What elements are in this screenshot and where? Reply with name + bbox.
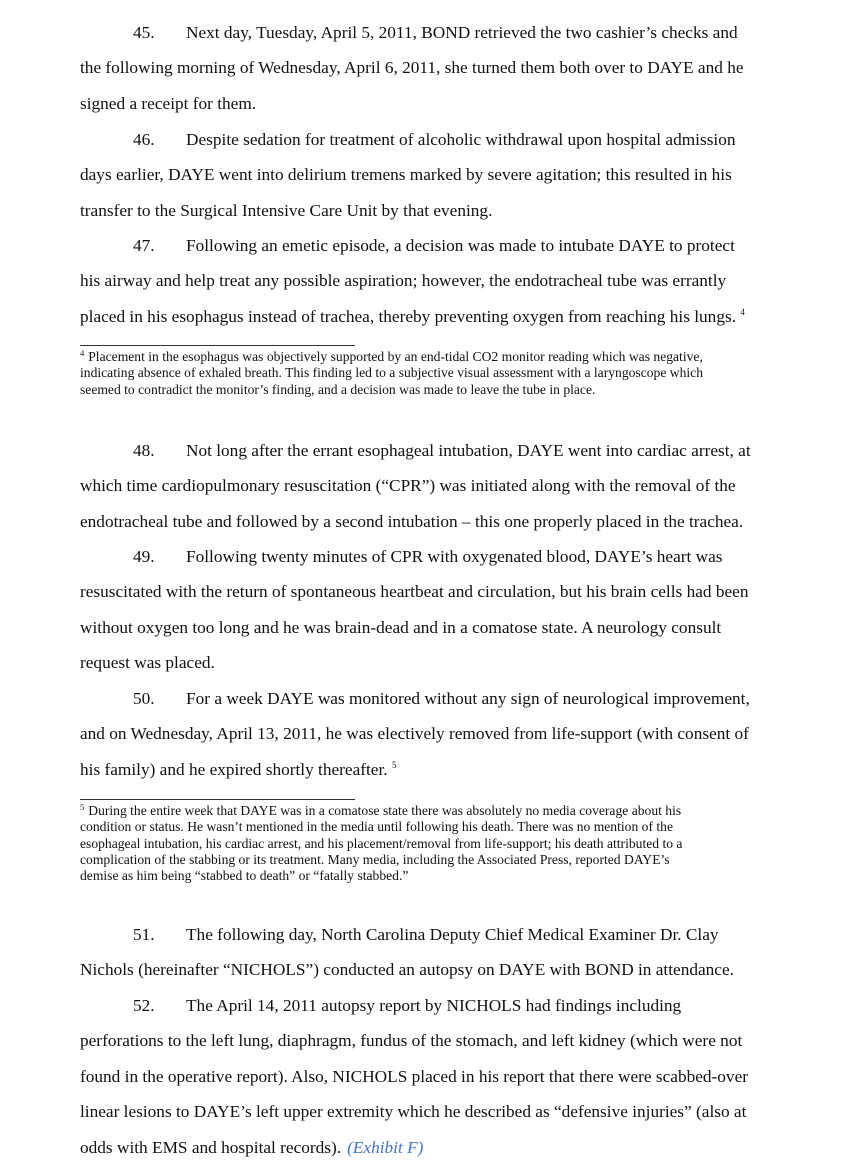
footnote-text: complication of the stabbing or its treatment. Many media, including the Associated Press, reported DAYE’s <box>80 851 670 867</box>
paragraph-text: The following day, North Carolina Deputy Chief Medical Examiner Dr. Clay <box>186 925 719 944</box>
paragraph-text: endotracheal tube and followed by a second intubation – this one properly placed in the trachea. <box>80 511 744 531</box>
footnote-marker: 4 <box>80 348 85 358</box>
exhibit-f-link[interactable]: (Exhibit F) <box>347 1137 424 1157</box>
paragraph-text: his airway and help treat any possible aspiration; however, the endotracheal tube was errantly <box>80 271 727 291</box>
paragraph-number: 52. <box>133 996 155 1015</box>
paragraph-text: Despite sedation for treatment of alcoholic withdrawal upon hospital admission <box>186 130 736 149</box>
footnote-separator <box>80 799 355 800</box>
paragraph-text: request was placed. <box>80 653 215 673</box>
footnote-5 <box>80 799 780 884</box>
paragraph-48 <box>80 433 751 539</box>
paragraph-number: 49. <box>133 547 155 566</box>
footnote-separator <box>80 345 355 346</box>
paragraph-text: and on Wednesday, April 13, 2011, he was electively removed from life-support (with consent of <box>80 724 749 744</box>
paragraph-text: signed a receipt for them. <box>80 93 257 113</box>
paragraph-number: 48. <box>133 441 155 460</box>
paragraph-number: 51. <box>133 925 155 944</box>
footnote-text: esophageal intubation, his cardiac arrest, and his placement/removal from life-support; his death attributed to a <box>80 835 683 851</box>
paragraph-49 <box>80 539 748 681</box>
paragraph-text: the following morning of Wednesday, April 6, 2011, she turned them both over to DAYE and he <box>80 58 744 78</box>
paragraph-50 <box>80 681 750 787</box>
paragraph-text: Following an emetic episode, a decision was made to intubate DAYE to protect <box>186 236 735 255</box>
footnote-text: Placement in the esophagus was objectively supported by an end-tidal CO2 monitor reading which was negative, <box>88 349 703 364</box>
footnote-4 <box>80 345 780 398</box>
paragraph-number: 50. <box>133 689 155 708</box>
footnote-marker: 5 <box>80 802 85 812</box>
footnote-text: seemed to contradict the monitor’s finding, and a decision was made to leave the tube in place. <box>80 381 596 397</box>
paragraph-text: perforations to the left lung, diaphragm, fundus of the stomach, and left kidney (which were not <box>80 1031 743 1051</box>
footnote-text: condition or status. He wasn’t mentioned in the media until following his death. There was no mention of the <box>80 819 673 835</box>
footnote-text: During the entire week that DAYE was in a comatose state there was absolutely no media coverage about his <box>88 803 682 818</box>
paragraph-number: 47. <box>133 236 155 255</box>
paragraph-52 <box>80 988 748 1165</box>
paragraph-text: Nichols (hereinafter “NICHOLS”) conducted an autopsy on DAYE with BOND in attendance. <box>80 960 734 980</box>
paragraph-number: 45. <box>133 23 155 42</box>
paragraph-51 <box>80 917 734 988</box>
paragraph-text: found in the operative report). Also, NICHOLS placed in his report that there were scabbed-over <box>80 1066 748 1086</box>
paragraph-text: without oxygen too long and he was brain-dead and in a comatose state. A neurology consult <box>80 617 722 637</box>
paragraph-text: Next day, Tuesday, April 5, 2011, BOND retrieved the two cashier’s checks and <box>186 23 738 42</box>
paragraph-text: odds with EMS and hospital records). <box>80 1137 342 1157</box>
paragraph-46 <box>80 122 736 228</box>
paragraph-text: placed in his esophagus instead of trachea, thereby preventing oxygen from reaching his lungs. <box>80 306 737 326</box>
paragraph-text: Following twenty minutes of CPR with oxygenated blood, DAYE’s heart was <box>186 547 723 566</box>
paragraph-text: Not long after the errant esophageal intubation, DAYE went into cardiac arrest, at <box>186 441 751 460</box>
paragraph-text: transfer to the Surgical Intensive Care Unit by that evening. <box>80 200 493 220</box>
paragraph-text: linear lesions to DAYE’s left upper extremity which he described as “defensive injuries” (also at <box>80 1102 747 1122</box>
footnote-reference[interactable]: 4 <box>740 306 745 317</box>
paragraph-47 <box>80 228 745 334</box>
paragraph-number: 46. <box>133 130 155 149</box>
footnote-reference[interactable]: 5 <box>391 759 397 770</box>
paragraph-text: days earlier, DAYE went into delirium tremens marked by severe agitation; this resulted in his <box>80 165 732 185</box>
footnote-text: demise as him being “stabbed to death” or “fatally stabbed.” <box>80 868 409 884</box>
footnote-text: indicating absence of exhaled breath. This finding led to a subjective visual assessment with a laryngoscope which <box>80 365 704 381</box>
paragraph-text: The April 14, 2011 autopsy report by NICHOLS had findings including <box>186 996 682 1015</box>
paragraph-text: his family) and he expired shortly thereafter. <box>80 759 388 779</box>
paragraph-45 <box>80 15 744 121</box>
paragraph-text: For a week DAYE was monitored without any sign of neurological improvement, <box>186 689 750 708</box>
paragraph-text: resuscitated with the return of spontaneous heartbeat and circulation, but his brain cells had been <box>80 582 749 602</box>
paragraph-text: which time cardiopulmonary resuscitation (“CPR”) was initiated along with the removal of the <box>80 476 736 496</box>
